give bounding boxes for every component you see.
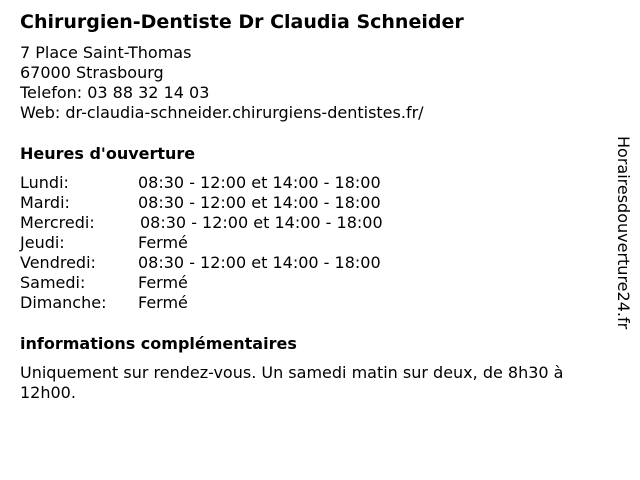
street-address: 7 Place Saint-Thomas: [20, 43, 192, 62]
hours-row-saturday: [20, 273, 440, 293]
contact-block: [20, 43, 424, 123]
hours-table: [20, 173, 440, 313]
hours-heading: Heures d'ouverture: [20, 144, 196, 163]
watermark: [612, 136, 634, 346]
day-label: Mercredi:: [20, 213, 95, 232]
time-value: 08:30 - 12:00 et 14:00 - 18:00: [138, 253, 381, 272]
hours-row-sunday: [20, 293, 440, 313]
info-text: Uniquement sur rendez-vous. Un samedi matin sur deux, de 8h30 à 12h00.: [20, 363, 564, 402]
city-postcode: 67000 Strasbourg: [20, 63, 164, 82]
info-heading: informations complémentaires: [20, 334, 297, 353]
day-label: Samedi:: [20, 273, 86, 292]
day-label: Dimanche:: [20, 293, 107, 312]
hours-row-friday: [20, 253, 440, 273]
hours-row-tuesday: [20, 193, 440, 213]
day-label: Jeudi:: [20, 233, 65, 252]
hours-row-wednesday: [20, 213, 440, 233]
time-value: Fermé: [138, 293, 188, 312]
time-value: 08:30 - 12:00 et 14:00 - 18:00: [138, 193, 381, 212]
day-label: Lundi:: [20, 173, 69, 192]
day-label: Mardi:: [20, 193, 70, 212]
time-value: Fermé: [138, 273, 188, 292]
watermark-text: Horairesdouverture24.fr: [614, 136, 633, 330]
phone-number: Telefon: 03 88 32 14 03: [20, 83, 210, 102]
time-value: Fermé: [138, 233, 188, 252]
day-label: Vendredi:: [20, 253, 96, 272]
hours-row-monday: [20, 173, 440, 193]
hours-row-thursday: [20, 233, 440, 253]
business-name: Chirurgien-Dentiste Dr Claudia Schneider: [20, 11, 464, 33]
website: Web: dr-claudia-schneider.chirurgiens-dentistes.fr/: [20, 103, 424, 122]
time-value: 08:30 - 12:00 et 14:00 - 18:00: [140, 213, 383, 232]
time-value: 08:30 - 12:00 et 14:00 - 18:00: [138, 173, 381, 192]
